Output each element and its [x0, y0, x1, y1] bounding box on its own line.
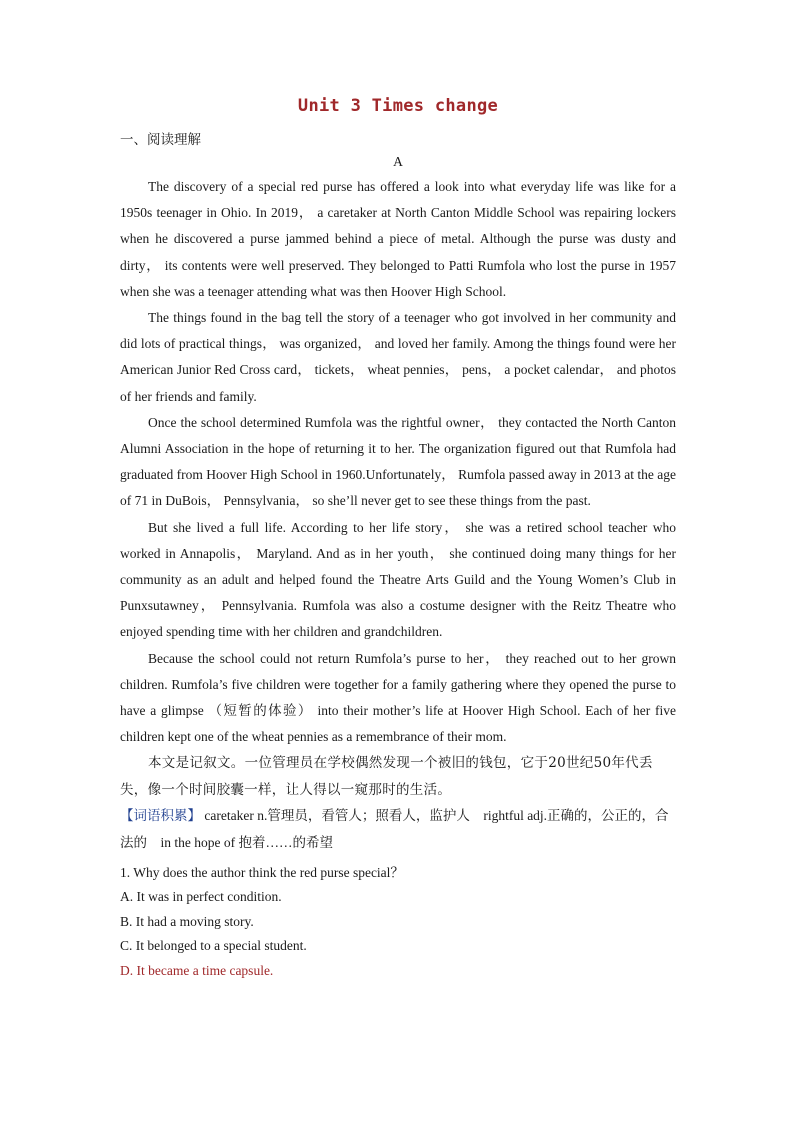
question-stem: 1. Why does the author think the red purse special？: [120, 865, 404, 881]
passage-paragraph-1: The discovery of a special red purse has offered a look into what everyday life was like for a 1950s teenager in Ohio. In 2019， a caretaker at North Canton Middle School was repairing lockers when he discovered a purse jammed behind a piece of metal. Although the purse was dusty and dirty， its contents were well preserved. They belonged to Patti Rumfola who lost the purse in 1957 when she was a teenager attending what was then Hoover High School.: [120, 179, 676, 299]
passage-summary: 本文是记叙文。一位管理员在学校偶然发现一个被旧的钱包，它于20世纪50年代丢失，像一个时间胶囊一样，让人得以一窥那时的生活。: [120, 755, 653, 798]
vocabulary-tag: 【词语积累】: [120, 808, 201, 825]
section-heading: 一、阅读理解: [120, 132, 201, 148]
passage-label: A: [393, 154, 403, 169]
option-d-answer: D. It became a time capsule.: [120, 962, 274, 978]
passage-paragraph-3: Once the school determined Rumfola was the rightful owner， they contacted the North Canton Alumni Association in the hope of returning it to her. The organization figured out that Rumfola had graduated from Hoover High School in 1960.Unfortunately， Rumfola passed away in 2013 at the age of 71 in DuBois， Pennsylvania， so she’ll never get to see these things from the past.: [120, 414, 676, 509]
passage-paragraph-2: The things found in the bag tell the story of a teenager who got involved in her community and did lots of practical things， was organized， and loved her family. Among the things found were her American Junior Red Cross card， tickets， wheat pennies， pens， a pocket calendar， and photos of her friends and family.: [120, 310, 676, 404]
vocabulary-note: [120, 803, 676, 856]
vocabulary-text: caretaker n.管理员，看管人；照看人，监护人 rightful adj.正确的，公正的，合法的 in the hope of 抱着……的希望: [120, 808, 669, 850]
option-b: B. It had a moving story.: [120, 913, 254, 929]
option-c: C. It belonged to a special student.: [120, 938, 307, 954]
document-content: [120, 96, 676, 983]
page-title: Unit 3 Times change: [297, 96, 499, 116]
passage-paragraph-4: But she lived a full life. According to her life story， she was a retired school teacher who worked in Annapolis， Maryland. And as in her youth， she continued doing many things for her community as an adult and helped found the Theatre Arts Guild and the Young Women’s Club in Punxsutawney， Pennsylvania. Rumfola was also a costume designer with the Reitz Theatre who enjoyed spending time with her children and grandchildren.: [120, 519, 676, 640]
option-a: A. It was in perfect condition.: [120, 889, 282, 905]
passage-paragraph-5: Because the school could not return Rumfola’s purse to her， they reached out to her grown children. Rumfola’s five children were together for a family gathering where they opened the purse to have a glimpse （短暂的体验） into their mother’s life at Hoover High School. Each of her five children kept one of the wheat pennies as a remembrance of their mom.: [120, 650, 676, 745]
